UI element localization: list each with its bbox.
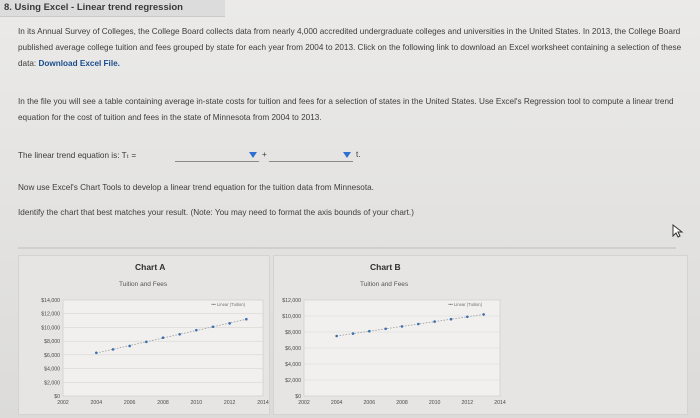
y-tick-label: $6,000 [285,346,301,352]
y-tick-label: $2,000 [44,380,60,387]
x-tick-label: 2004 [90,400,103,406]
data-point [433,320,436,323]
question-title: 8. Using Excel - Linear trend regression [0,0,225,17]
data-point [245,318,248,321]
x-tick-label: 2006 [123,400,136,406]
x-tick-label: 2014 [257,400,269,406]
plot-area [63,300,263,396]
data-point [417,323,420,326]
y-tick-label: $10,000 [41,325,60,332]
data-point [335,335,338,338]
t-variable: t. [356,150,361,159]
chart-a-title: Chart A [135,262,166,272]
y-tick-label: $8,000 [285,330,301,336]
y-tick-label: $4,000 [44,366,60,373]
download-excel-link[interactable]: Download Excel File. [38,59,120,68]
y-tick-label: $10,000 [282,314,301,320]
data-point [145,341,148,344]
intro-text: In its Annual Survey of Colleges, the College Board collects data from nearly 4,000 accredited undergraduate colleges and universities in the United States. In 2013, the College Board published average college tuition and fees grouped by state for each year from 2004 to 2013. Click on the following link to download an Excel worksheet containing a selection of these data: [18,27,682,68]
chart-a-plot [35,296,269,408]
x-tick-label: 2012 [461,400,474,406]
y-tick-label: $6,000 [44,352,60,359]
data-point [450,318,453,321]
data-point [482,313,485,316]
y-tick-label: $12,000 [41,311,60,318]
chart-a-option[interactable] [18,255,270,415]
data-point [368,330,371,333]
equation-row [18,147,498,165]
y-tick-label: $14,000 [41,298,60,304]
intro-paragraph [18,24,688,72]
x-tick-label: 2002 [298,400,310,406]
caret-down-icon [343,152,351,158]
identify-chart-instruction: Identify the chart that best matches your result. (Note: You may need to format the axis bounds of your chart.) [18,208,414,217]
slope-dropdown[interactable] [269,149,353,162]
chart-a-subtitle: Tuition and Fees [119,281,168,288]
data-point [228,322,231,325]
data-point [128,345,131,348]
data-point [401,325,404,328]
data-point [195,329,198,332]
data-point [212,325,215,328]
y-tick-label: $12,000 [282,298,301,304]
legend-label: ••• Linear (Tuition) [448,302,482,307]
y-tick-label: $2,000 [285,378,301,384]
chart-b-title: Chart B [370,262,401,272]
y-tick-label: $0 [54,394,60,400]
x-tick-label: 2014 [494,400,506,406]
data-point [95,352,98,355]
caret-down-icon [249,152,257,158]
chart-b-subtitle: Tuition and Fees [360,281,409,288]
equation-label: The linear trend equation is: Tₜ = [18,151,137,160]
y-tick-label: $4,000 [285,362,301,368]
y-tick-label: $0 [295,394,301,400]
plus-sign: + [262,150,267,159]
data-point [112,348,115,351]
x-tick-label: 2008 [396,400,408,406]
legend-label: ••• Linear (Tuition) [211,302,245,307]
x-tick-label: 2012 [223,400,236,406]
chart-tools-instruction: Now use Excel's Chart Tools to develop a linear trend equation for the tuition data from Minnesota. [18,183,374,192]
y-tick-label: $8,000 [44,339,60,346]
data-point [178,333,181,336]
x-tick-label: 2006 [363,400,376,406]
x-tick-label: 2010 [190,400,203,406]
data-point [384,328,387,331]
intercept-dropdown[interactable] [175,149,259,162]
chart-b-plot [282,296,506,408]
x-tick-label: 2002 [57,400,69,406]
data-point [162,336,165,339]
data-point [352,332,355,335]
x-tick-label: 2010 [428,400,441,406]
instructions-paragraph: In the file you will see a table containing average in-state costs for tuition and fees for a selection of states in the United States. Use Excel's Regression tool to compute a linear trend equation for the cost of tuition and fees in the state of Minnesota from 2004 to 2013. [18,97,674,122]
data-point [466,316,469,319]
divider [18,247,676,249]
mouse-pointer-icon [672,224,684,238]
x-tick-label: 2008 [157,400,169,406]
x-tick-label: 2004 [330,400,343,406]
chart-b-option[interactable] [273,255,688,415]
